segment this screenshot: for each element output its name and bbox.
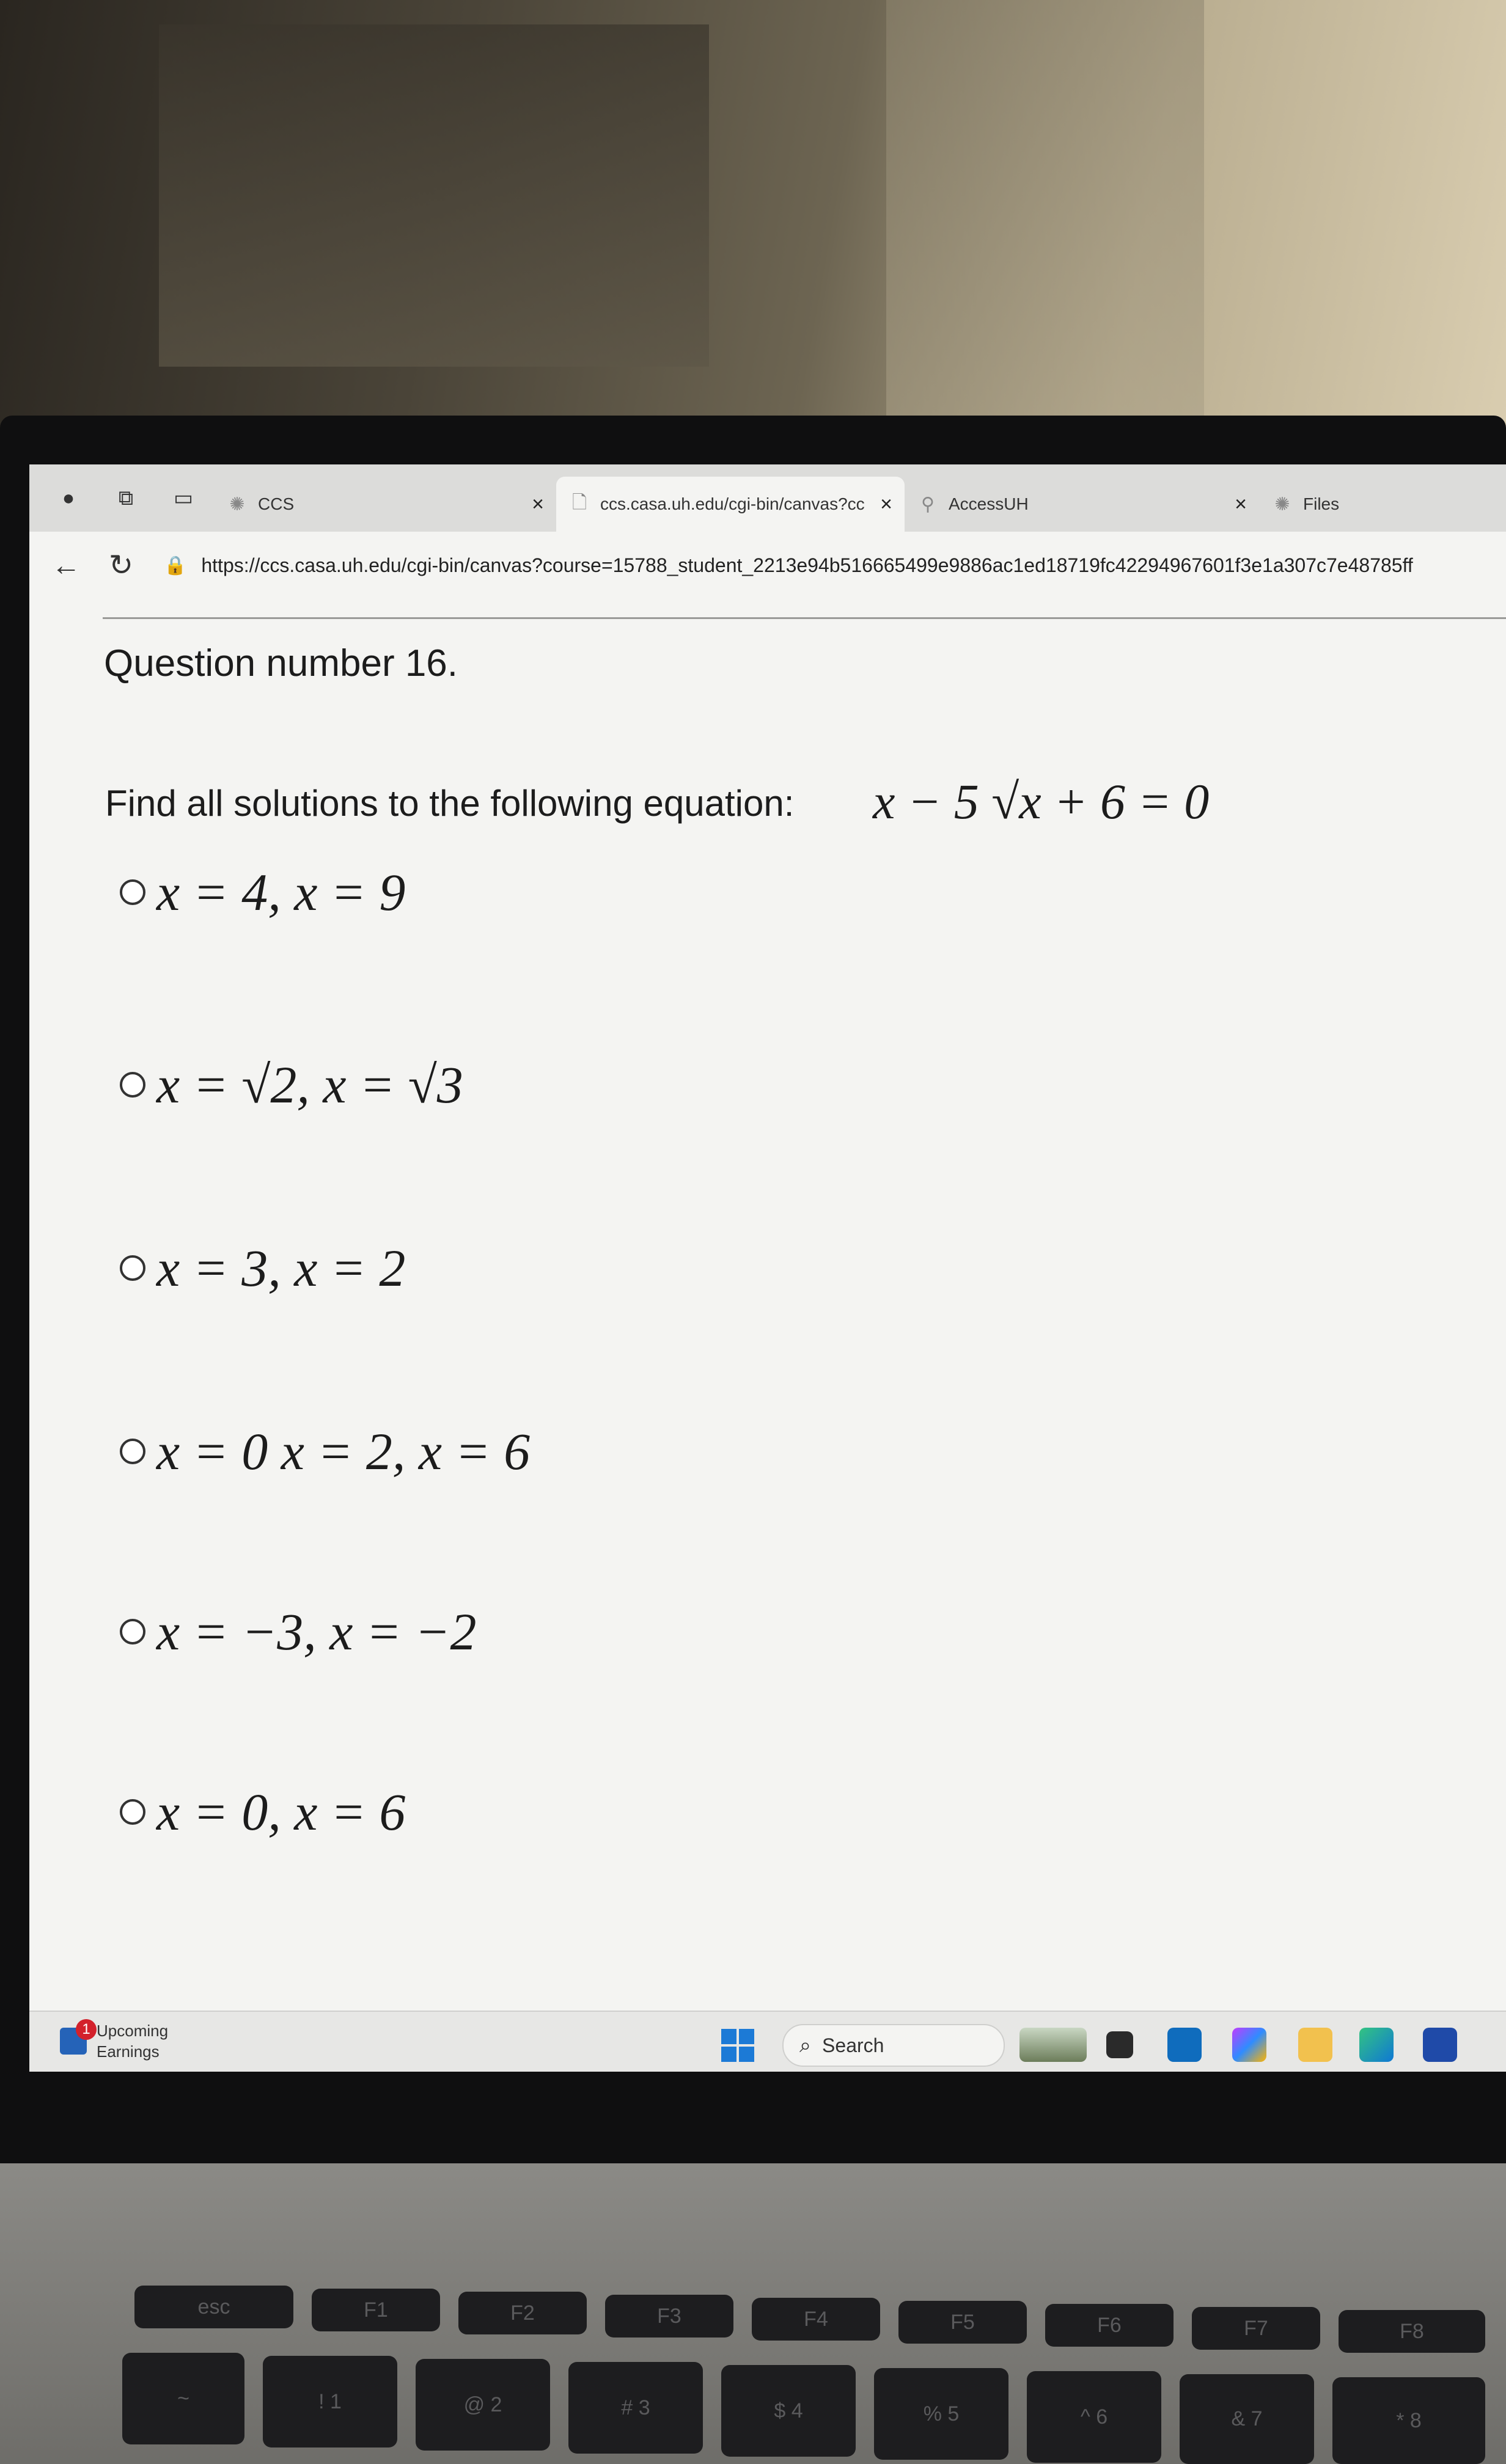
tab-label: Files [1303,494,1340,513]
taskbar-search[interactable] [782,2024,1005,2067]
close-icon[interactable]: × [1235,492,1247,516]
radio-button[interactable] [120,1255,145,1281]
trees-widget-icon[interactable] [1019,2028,1087,2062]
key-tilde[interactable]: ~ [122,2353,244,2444]
option-text: x = 4, x = 9 [156,863,406,922]
key-f3[interactable]: F3 [605,2295,733,2338]
url-text: https://ccs.casa.uh.edu/cgi-bin/canvas?course=15788_student_2213e94b516665499e9886ac1ed18719fc42294967601f3e1a307c7e48785ff [201,554,1413,576]
tab-canvas[interactable] [556,477,905,532]
radio-button[interactable] [120,1072,145,1098]
notification-badge: 1 [76,2019,97,2040]
key-6[interactable]: ^ 6 [1027,2371,1161,2463]
search-label: Search [822,2034,884,2056]
key-f2[interactable]: F2 [458,2292,587,2334]
key-8[interactable]: * 8 [1332,2377,1485,2464]
key-5[interactable]: % 5 [874,2368,1008,2460]
loading-icon: ✺ [229,494,245,515]
key-f7[interactable]: F7 [1192,2307,1320,2350]
accessuh-icon: ⚲ [921,494,935,515]
radio-button[interactable] [120,1439,145,1464]
key-7[interactable]: & 7 [1180,2374,1314,2464]
option-text: x = −3, x = −2 [156,1602,477,1661]
option-text: x = 3, x = 2 [156,1239,406,1297]
option-text: x = 0 x = 2, x = 6 [156,1422,531,1481]
room-shelf [159,24,709,367]
tab-files[interactable] [1259,477,1442,532]
radio-button[interactable] [120,1799,145,1825]
question-prompt: Find all solutions to the following equation: [105,783,795,824]
widget-line-1: Upcoming [97,2022,169,2040]
tab-label: AccessUH [949,494,1029,513]
back-arrow-icon[interactable]: ← [51,549,81,582]
tab-actions-icon[interactable]: ▭ [173,486,194,510]
answer-option-5[interactable] [120,1601,476,1662]
key-4[interactable]: $ 4 [721,2365,856,2457]
widget-line-2: Earnings [97,2042,160,2061]
key-3[interactable]: # 3 [568,2362,703,2454]
windows-taskbar [29,2011,1506,2072]
chart-icon [60,2021,90,2055]
file-explorer-icon[interactable] [1298,2028,1332,2062]
profile-icon[interactable]: ● [62,486,75,510]
key-f1[interactable]: F1 [312,2289,440,2331]
laptop-screen [29,464,1506,2072]
page-icon: 🗋 [571,492,587,513]
tab-ccs[interactable] [214,477,556,532]
key-1[interactable]: ! 1 [263,2356,397,2448]
close-icon[interactable]: × [532,492,544,516]
radio-button[interactable] [120,1619,145,1645]
url-field[interactable] [164,542,1506,588]
room-door [886,0,1204,416]
key-f8[interactable]: F8 [1339,2310,1485,2353]
answer-option-3[interactable] [120,1238,405,1299]
search-icon: ⌕ [799,2033,812,2057]
key-f6[interactable]: F6 [1045,2304,1174,2347]
loading-icon: ✺ [1274,494,1290,515]
tab-label: CCS [258,494,295,513]
question-equation: x − 5 √x + 6 = 0 [873,774,1210,829]
tab-label: ccs.casa.uh.edu/cgi-bin/canvas?cc [600,494,865,513]
windows-start-icon[interactable] [721,2029,754,2062]
outlook-icon[interactable] [1167,2028,1202,2062]
key-f4[interactable]: F4 [752,2298,880,2341]
task-view-icon[interactable] [1106,2031,1133,2058]
key-2[interactable]: @ 2 [416,2359,550,2451]
lock-icon: 🔒 [164,555,187,576]
content-divider [103,617,1506,619]
question-number: Question number 16. [104,642,458,684]
news-widget[interactable] [60,2020,168,2062]
keyboard-deck [0,2163,1506,2464]
tab-accessuh[interactable] [905,477,1259,532]
answer-option-2[interactable] [120,1054,463,1115]
key-esc[interactable]: esc [134,2286,293,2328]
edge-icon[interactable] [1359,2028,1394,2062]
answer-option-4[interactable] [120,1421,530,1482]
option-text: x = 0, x = 6 [156,1783,406,1841]
key-f5[interactable]: F5 [898,2301,1027,2344]
answer-option-6[interactable] [120,1781,405,1843]
store-icon[interactable] [1423,2028,1457,2062]
radio-button[interactable] [120,879,145,905]
copilot-icon[interactable] [1232,2028,1266,2062]
browser-address-bar [29,532,1506,599]
close-icon[interactable]: × [880,492,892,516]
workspaces-icon[interactable]: ⧉ [118,486,134,510]
refresh-icon[interactable]: ↻ [108,549,134,582]
browser-tab-strip [29,464,1506,532]
option-text: x = √2, x = √3 [156,1055,463,1114]
answer-option-1[interactable] [120,862,405,923]
